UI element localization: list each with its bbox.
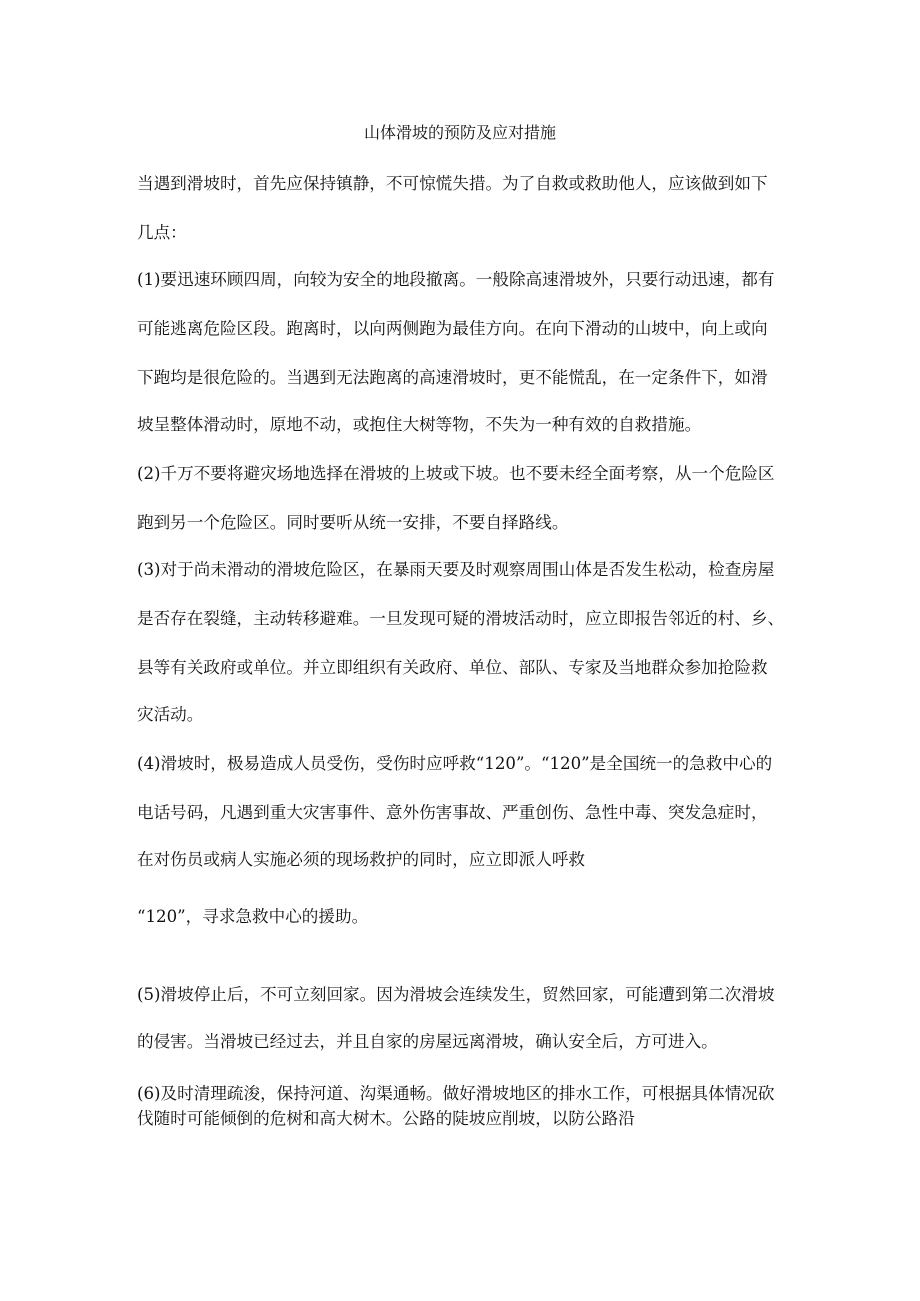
document-title: 山体滑坡的预防及应对措施 bbox=[363, 123, 556, 142]
text-line: (4)滑坡时，极易造成人员受伤，受伤时应呼救“120”。“120”是全国统一的急救中心的 bbox=[137, 754, 773, 773]
text-line: 在对伤员或病人实施必须的现场救护的同时，应立即派人呼救 bbox=[137, 850, 586, 869]
text-line: 灾活动。 bbox=[137, 705, 204, 724]
text-line: 坡呈整体滑动时，原地不动，或抱住大树等物，不失为一种有效的自救措施。 bbox=[137, 415, 702, 434]
text-line: 几点： bbox=[137, 223, 187, 242]
text-line: 电话号码，凡遇到重大灾害事件、意外伤害事故、严重创伤、急性中毒、突发急症时， bbox=[137, 803, 768, 822]
text-line: (2)千万不要将避灾场地选择在滑坡的上坡或下坡。也不要未经全面考察，从一个危险区 bbox=[137, 464, 775, 483]
text-line: (1)要迅速环顾四周，向较为安全的地段撤离。一般除高速滑坡外，只要行动迅速，都有 bbox=[137, 270, 775, 289]
text-line: 伐随时可能倾倒的危树和高大树木。公路的陡坡应削坡，以防公路沿 bbox=[137, 1109, 635, 1128]
text-line: 跑到另一个危险区。同时要听从统一安排，不要自择路线。 bbox=[137, 513, 569, 532]
text-line: (6)及时清理疏浚，保持河道、沟渠通畅。做好滑坡地区的排水工作，可根据具体情况砍 bbox=[137, 1084, 775, 1103]
text-line: 是否存在裂缝，主动转移避难。一旦发现可疑的滑坡活动时，应立即报告邻近的村、乡、 bbox=[137, 609, 785, 628]
text-line: 下跑均是很危险的。当遇到无法跑离的高速滑坡时，更不能慌乱，在一定条件下，如滑 bbox=[137, 368, 768, 387]
text-line: 可能逃离危险区段。跑离时，以向两侧跑为最佳方向。在向下滑动的山坡中，向上或向 bbox=[137, 319, 768, 338]
text-line: 当遇到滑坡时，首先应保持镇静，不可惊慌失措。为了自救或救助他人，应该做到如下 bbox=[137, 174, 768, 193]
text-line: (3)对于尚未滑动的滑坡危险区，在暴雨天要及时观察周围山体是否发生松动，检查房屋 bbox=[137, 560, 775, 579]
text-line: (5)滑坡停止后，不可立刻回家。因为滑坡会连续发生，贸然回家，可能遭到第二次滑坡 bbox=[137, 985, 775, 1004]
text-line: “120”，寻求急救中心的援助。 bbox=[137, 907, 369, 926]
text-line: 县等有关政府或单位。并立即组织有关政府、单位、部队、专家及当地群众参加抢险救 bbox=[137, 658, 768, 677]
text-line: 的侵害。当滑坡已经过去，并且自家的房屋远离滑坡，确认安全后，方可进入。 bbox=[137, 1032, 718, 1051]
